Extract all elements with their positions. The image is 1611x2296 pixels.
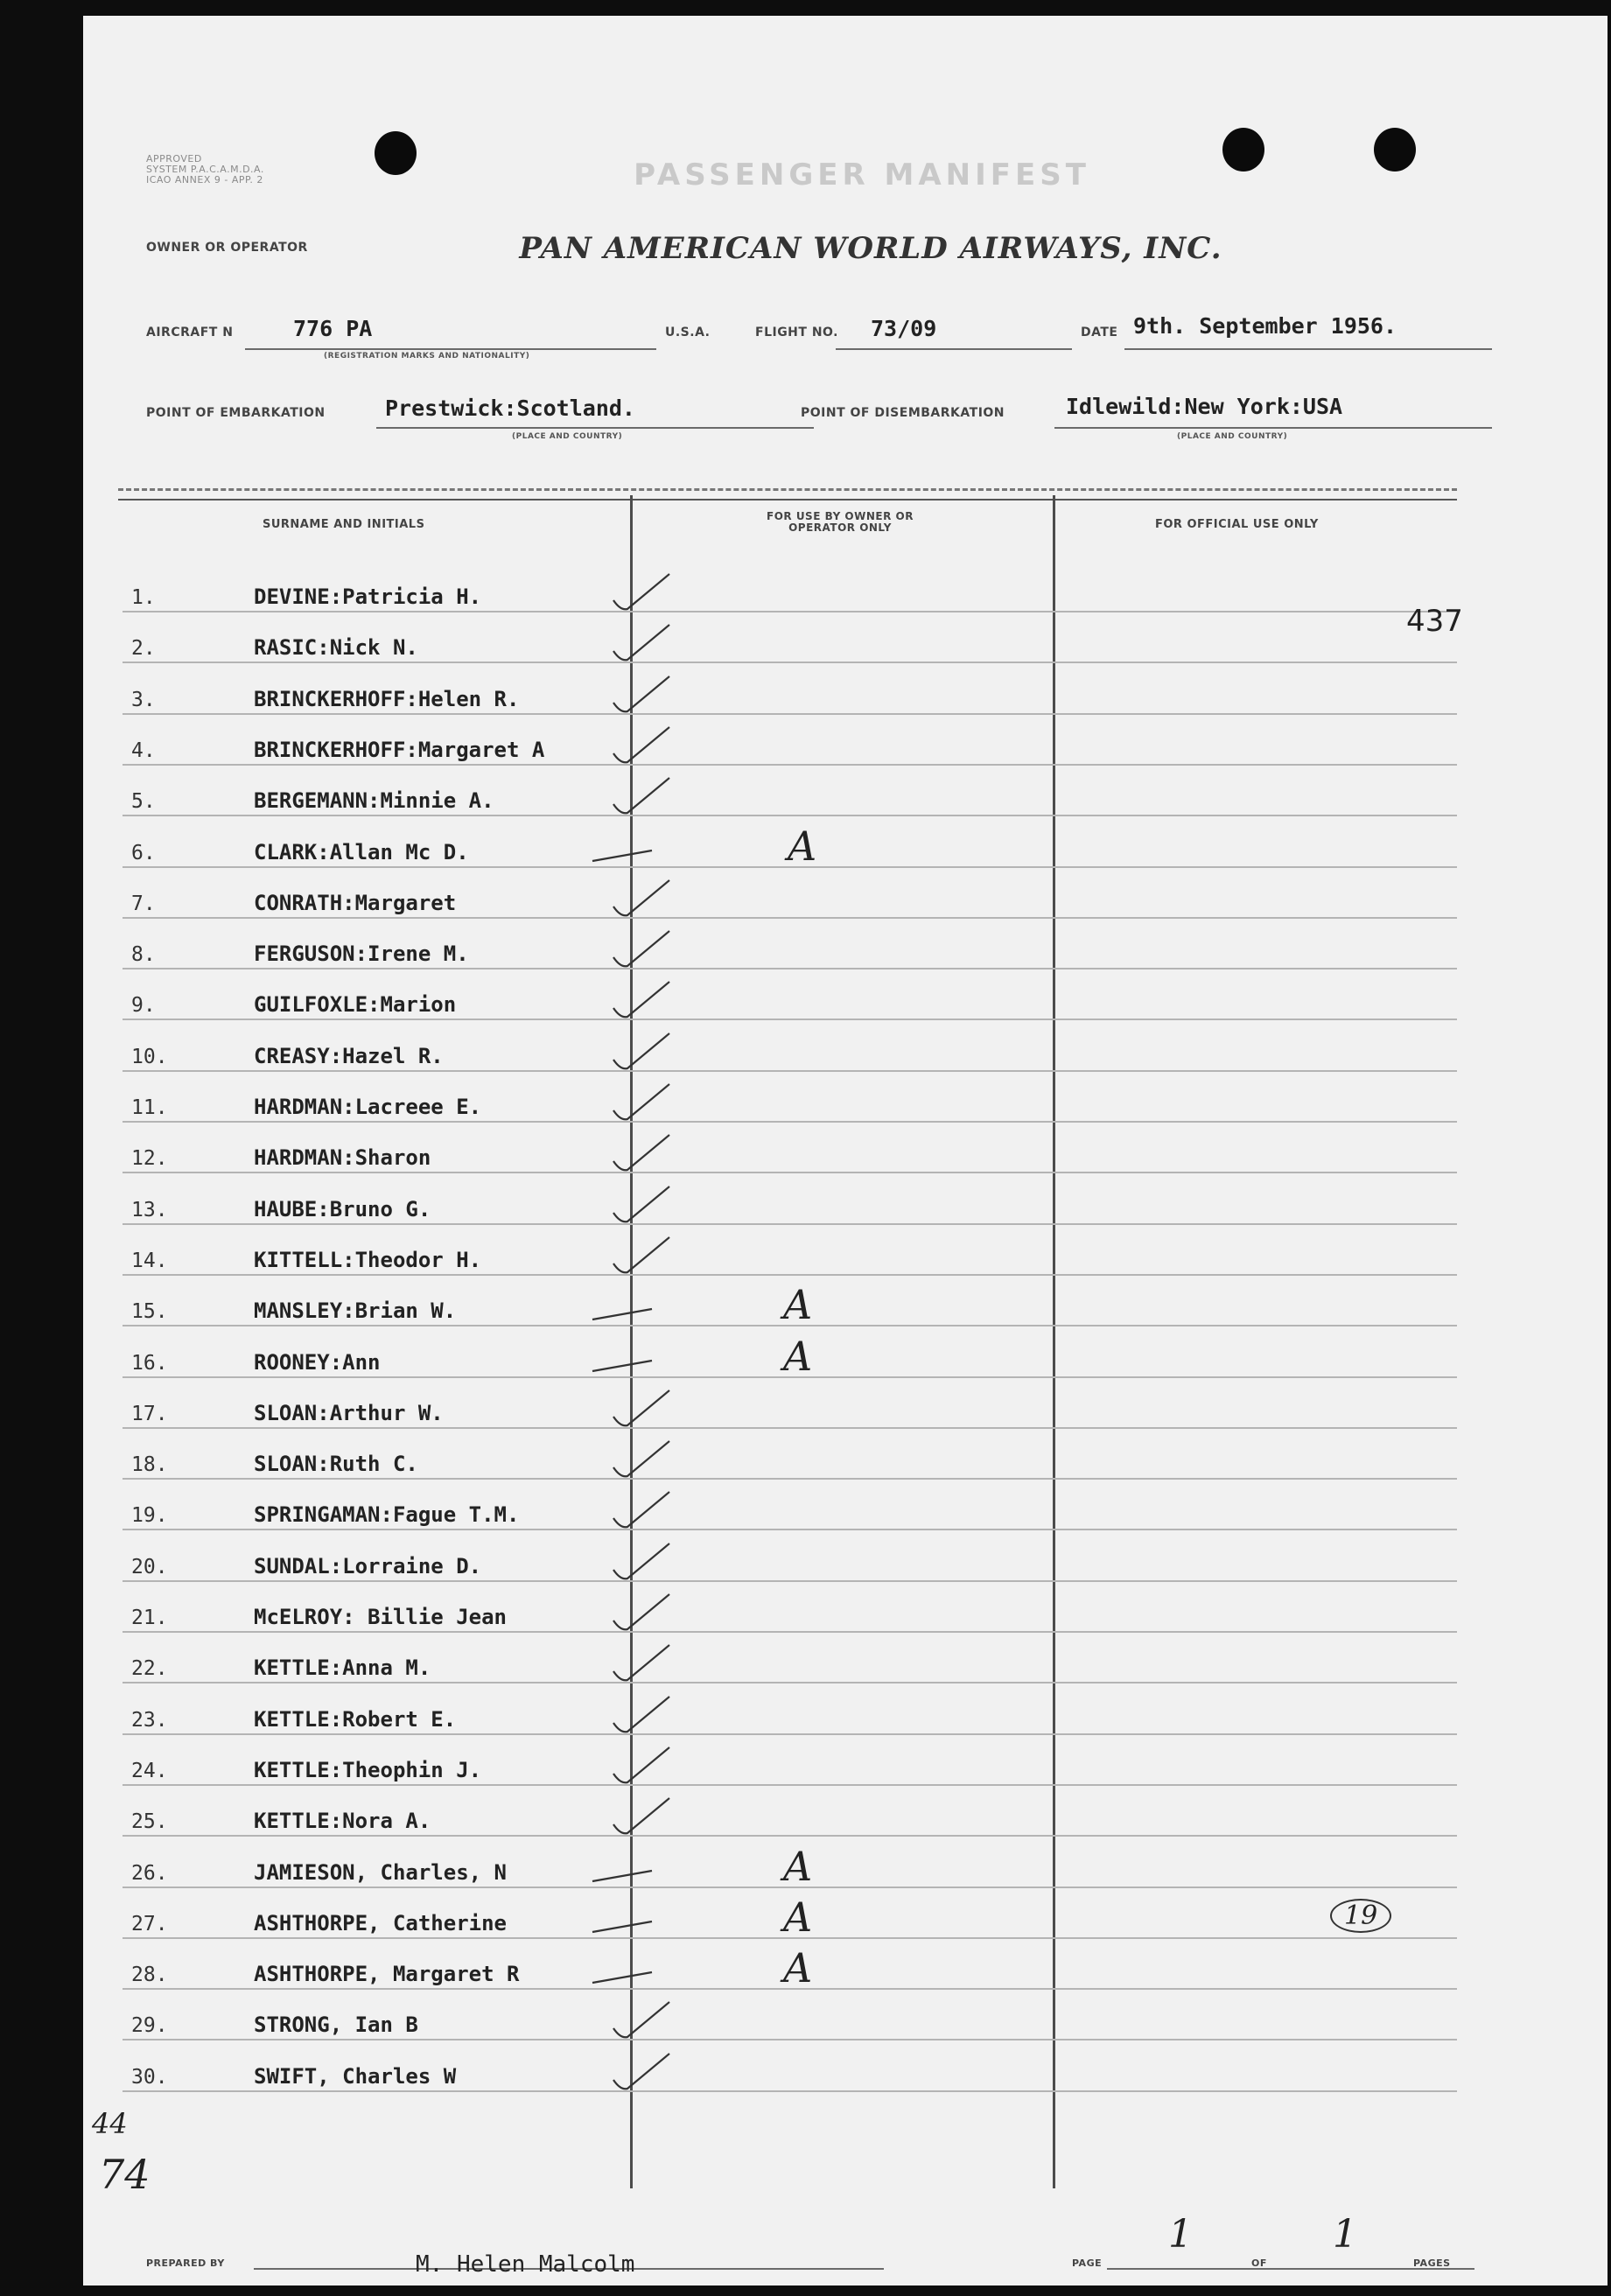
approval-stamp: APPROVED SYSTEM P.A.C.A.M.D.A. ICAO ANNEX 9 - APP. 2 (146, 153, 264, 186)
passenger-name: SPRINGAMAN:Fague T.M. (254, 1502, 520, 1527)
margin-count: 74 (99, 2151, 151, 2198)
row-number: 30. (131, 2066, 168, 2089)
page-underline (1107, 2268, 1474, 2270)
passenger-name: BERGEMANN:Minnie A. (254, 788, 494, 813)
passenger-name: RASIC:Nick N. (254, 635, 418, 660)
passenger-name: FERGUSON:Irene M. (254, 942, 469, 966)
passenger-name: CREASY:Hazel R. (254, 1044, 444, 1068)
passenger-name: ROONEY:Ann (254, 1350, 381, 1375)
row-rule (123, 815, 1457, 816)
row-rule (123, 1733, 1457, 1735)
check-mark-icon (608, 1030, 678, 1082)
check-mark-icon (608, 1540, 678, 1592)
row-number: 12. (131, 1147, 168, 1170)
disembarkation-value: Idlewild:New York:USA (1066, 394, 1343, 419)
check-mark-icon (608, 1693, 678, 1746)
row-rule (123, 2039, 1457, 2040)
row-number: 6. (131, 842, 156, 864)
row-number: 25. (131, 1810, 168, 1833)
row-rule (123, 713, 1457, 715)
passenger-name: GUILFOXLE:Marion (254, 992, 457, 1017)
check-mark-icon (591, 1948, 661, 2000)
passenger-name: SLOAN:Arthur W. (254, 1401, 444, 1425)
check-mark-icon (608, 724, 678, 776)
row-rule (123, 1018, 1457, 1020)
check-mark-icon (608, 1438, 678, 1490)
row-number: 22. (131, 1657, 168, 1680)
row-rule (123, 2090, 1457, 2092)
prepared-by-value: M. Helen Malcolm (416, 2251, 635, 2278)
aircraft-sublabel: (REGISTRATION MARKS AND NATIONALITY) (324, 352, 530, 360)
passenger-name: HARDMAN:Lacreee E. (254, 1095, 482, 1119)
check-mark-icon (608, 1488, 678, 1541)
row-number: 1. (131, 586, 156, 609)
passenger-name: DEVINE:Patricia H. (254, 584, 482, 609)
check-mark-icon (608, 1131, 678, 1184)
official-count-circle: 19 (1330, 1899, 1391, 1933)
row-rule (123, 1835, 1457, 1837)
punch-hole (1374, 128, 1416, 172)
check-mark-icon (608, 673, 678, 725)
airline-name: PAN AMERICAN WORLD AIRWAYS, INC. (519, 231, 1222, 266)
passenger-name: ASHTHORPE, Margaret R (254, 1962, 520, 1986)
check-mark-icon (608, 1998, 678, 2051)
row-number: 5. (131, 790, 156, 813)
row-number: 2. (131, 637, 156, 660)
row-number: 10. (131, 1046, 168, 1068)
nationality-label: U.S.A. (665, 326, 711, 340)
row-rule (123, 1427, 1457, 1429)
row-rule (123, 662, 1457, 663)
check-mark-icon (591, 1846, 661, 1899)
row-number: 14. (131, 1250, 168, 1272)
check-mark-icon (608, 621, 678, 674)
passenger-name: JAMIESON, Charles, N (254, 1860, 507, 1885)
row-rule (123, 1223, 1457, 1225)
owner-mark: A (783, 1843, 813, 1890)
owner-mark: A (788, 822, 817, 870)
passenger-name: KETTLE:Nora A. (254, 1809, 431, 1833)
row-number: 27. (131, 1913, 168, 1936)
row-rule (123, 968, 1457, 970)
punch-hole (1222, 128, 1264, 172)
check-mark-icon (608, 774, 678, 827)
row-rule (123, 1121, 1457, 1123)
row-number: 8. (131, 943, 156, 966)
check-mark-icon (591, 826, 661, 878)
check-mark-icon (608, 1183, 678, 1236)
passenger-name: KETTLE:Anna M. (254, 1656, 431, 1680)
official-note: 437 (1406, 604, 1463, 639)
aircraft-underline (245, 348, 656, 350)
passenger-name: HARDMAN:Sharon (254, 1145, 431, 1170)
row-rule (123, 1172, 1457, 1173)
passenger-name: SUNDAL:Lorraine D. (254, 1554, 482, 1578)
manifest-sheet (83, 16, 1607, 2286)
row-number: 24. (131, 1760, 168, 1782)
passenger-name: HAUBE:Bruno G. (254, 1197, 431, 1222)
passenger-name: SLOAN:Ruth C. (254, 1452, 418, 1476)
row-rule (123, 1631, 1457, 1633)
check-mark-icon (608, 1387, 678, 1439)
row-number: 23. (131, 1709, 168, 1732)
embarkation-sublabel: (PLACE AND COUNTRY) (512, 432, 623, 441)
row-number: 9. (131, 994, 156, 1017)
disembarkation-underline (1054, 427, 1492, 429)
check-mark-icon (608, 2050, 678, 2103)
check-mark-icon (608, 1591, 678, 1643)
passenger-name: BRINCKERHOFF:Margaret A (254, 738, 545, 762)
prepared-by-label: PREPARED BY (146, 2258, 225, 2269)
row-number: 11. (131, 1096, 168, 1119)
row-number: 29. (131, 2014, 168, 2037)
page-of-label: OF (1251, 2258, 1267, 2269)
passenger-name: BRINCKERHOFF:Helen R. (254, 687, 520, 711)
row-rule (123, 1784, 1457, 1786)
row-rule (123, 1529, 1457, 1530)
passenger-name: KETTLE:Theophin J. (254, 1758, 482, 1782)
check-mark-icon (608, 978, 678, 1031)
surname-column-header: SURNAME AND INITIALS (263, 518, 425, 531)
check-mark-icon (608, 1795, 678, 1847)
owner-mark: A (783, 1944, 813, 1992)
check-mark-icon (608, 570, 678, 623)
embarkation-label: POINT OF EMBARKATION (146, 406, 326, 420)
disembarkation-sublabel: (PLACE AND COUNTRY) (1177, 432, 1288, 441)
owner-label: OWNER OR OPERATOR (146, 241, 308, 255)
row-rule (123, 1070, 1457, 1072)
row-number: 18. (131, 1453, 168, 1476)
check-mark-icon (591, 1897, 661, 1950)
header-rule (118, 488, 1457, 491)
check-mark-icon (608, 877, 678, 929)
embarkation-underline (376, 427, 814, 429)
check-mark-icon (591, 1336, 661, 1389)
disembarkation-label: POINT OF DISEMBARKATION (801, 406, 1005, 420)
date-underline (1124, 348, 1492, 350)
row-number: 20. (131, 1556, 168, 1578)
passenger-name: CLARK:Allan Mc D. (254, 840, 469, 864)
page-label: PAGE (1072, 2258, 1103, 2269)
check-mark-icon (608, 1744, 678, 1796)
row-number: 3. (131, 689, 156, 711)
owner-mark: A (783, 1333, 813, 1380)
row-number: 4. (131, 739, 156, 762)
row-number: 19. (131, 1504, 168, 1527)
row-rule (123, 1682, 1457, 1684)
row-rule (123, 917, 1457, 919)
row-number: 17. (131, 1403, 168, 1425)
owner-mark: A (783, 1281, 813, 1328)
row-number: 21. (131, 1606, 168, 1629)
row-rule (123, 1580, 1457, 1582)
check-mark-icon (608, 928, 678, 980)
punch-hole (375, 131, 417, 175)
passenger-name: KETTLE:Robert E. (254, 1707, 457, 1732)
date-value: 9th. September 1956. (1133, 313, 1397, 339)
check-mark-icon (591, 1284, 661, 1337)
row-rule (123, 1478, 1457, 1480)
row-rule (123, 611, 1457, 612)
row-rule (123, 1274, 1457, 1276)
row-number: 7. (131, 892, 156, 915)
official-column-header: FOR OFFICIAL USE ONLY (1155, 518, 1319, 531)
header-rule (118, 499, 1457, 500)
pages-label: PAGES (1413, 2258, 1451, 2269)
row-number: 26. (131, 1862, 168, 1885)
page-number: 1 (1168, 2212, 1193, 2257)
row-number: 28. (131, 1964, 168, 1986)
margin-count: 44 (92, 2107, 128, 2140)
page-total: 1 (1333, 2212, 1357, 2257)
row-rule (123, 764, 1457, 766)
check-mark-icon (608, 1081, 678, 1133)
passenger-name: STRONG, Ian B (254, 2012, 418, 2037)
flight-underline (836, 348, 1072, 350)
check-mark-icon (608, 1642, 678, 1694)
passenger-name: CONRATH:Margaret (254, 891, 457, 915)
passenger-name: SWIFT, Charles W (254, 2064, 457, 2089)
flight-value: 73/09 (871, 316, 937, 341)
row-number: 16. (131, 1352, 168, 1375)
passenger-name: KITTELL:Theodor H. (254, 1248, 482, 1272)
row-number: 15. (131, 1300, 168, 1323)
passenger-name: ASHTHORPE, Catherine (254, 1911, 507, 1936)
embarkation-value: Prestwick:Scotland. (385, 396, 635, 421)
check-mark-icon (608, 1234, 678, 1286)
passenger-name: McELROY: Billie Jean (254, 1605, 507, 1629)
flight-label: FLIGHT NO. (755, 326, 838, 340)
passenger-name: MANSLEY:Brian W. (254, 1298, 457, 1323)
date-label: DATE (1081, 326, 1118, 340)
form-title: PASSENGER MANIFEST (634, 158, 1090, 192)
aircraft-label: AIRCRAFT N (146, 326, 234, 340)
owner-column-header: FOR USE BY OWNER OR OPERATOR ONLY (767, 510, 914, 534)
row-number: 13. (131, 1199, 168, 1222)
aircraft-value: 776 PA (293, 316, 373, 341)
owner-mark: A (783, 1894, 813, 1941)
column-divider (1053, 495, 1055, 2188)
